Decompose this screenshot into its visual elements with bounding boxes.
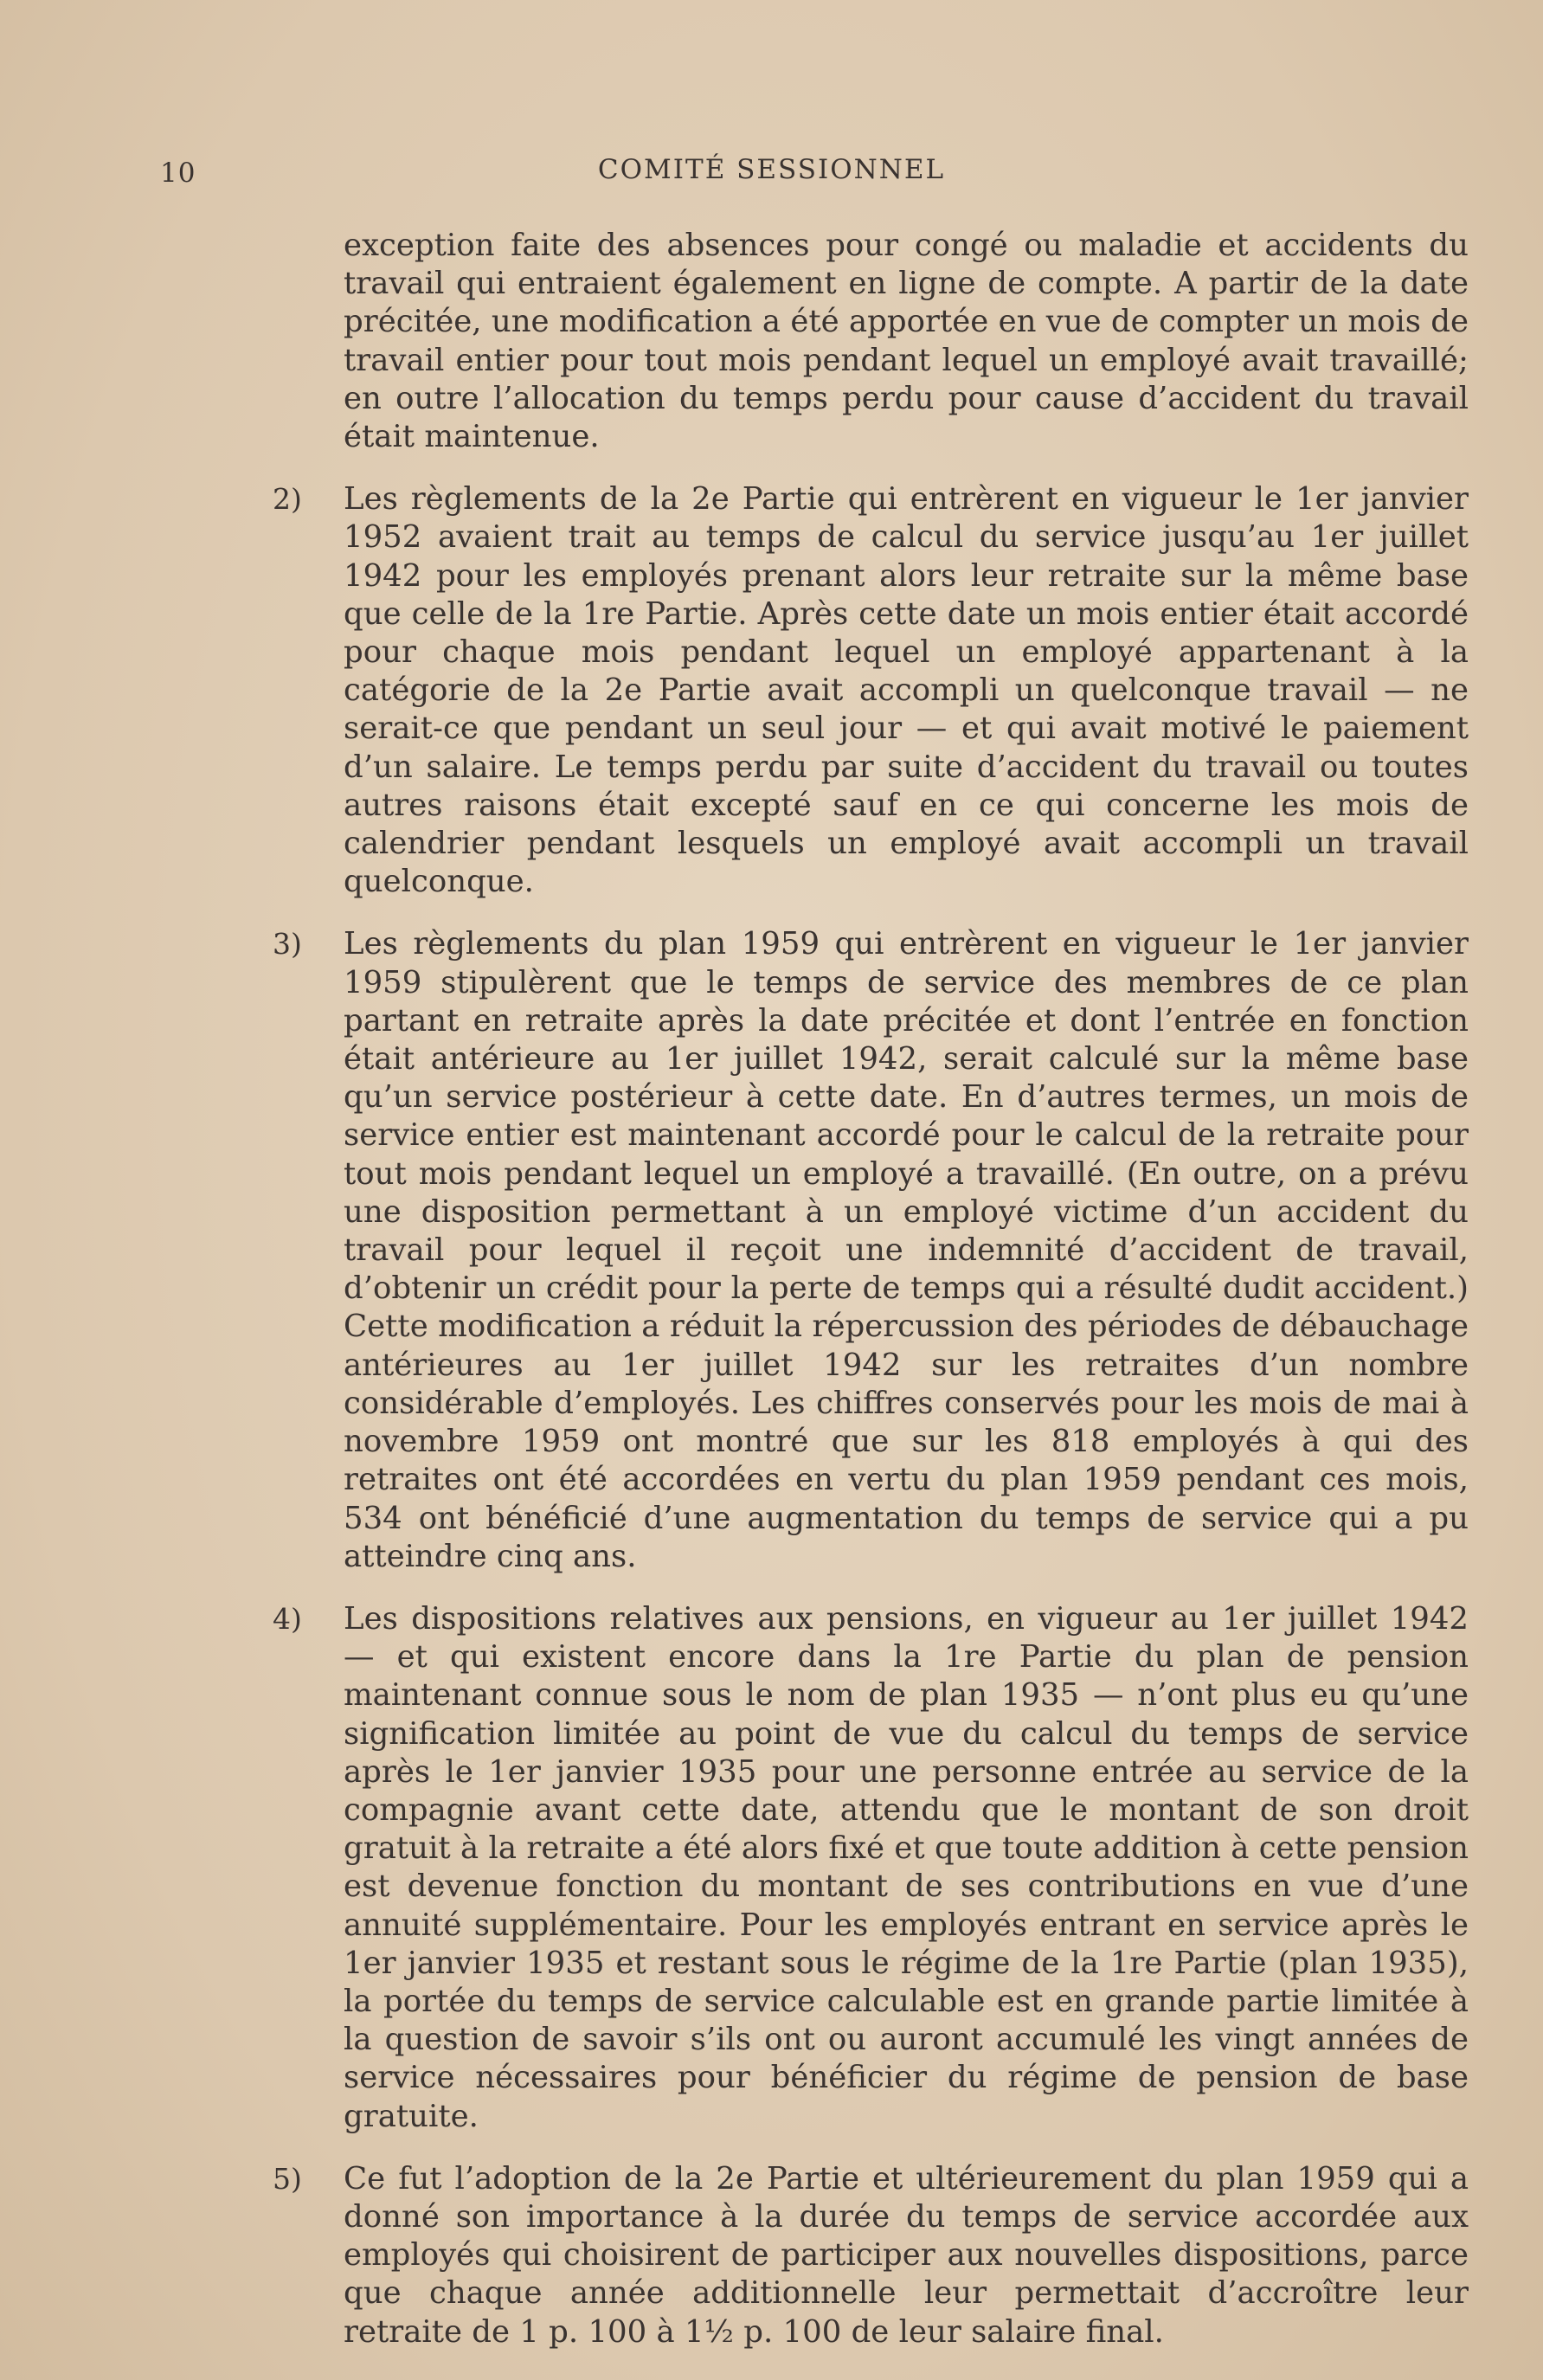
continuation-paragraph: exception faite des absences pour congé ou maladie et accidents du travail qui entraient également en ligne de compte. A partir de la date précitée, une modification a été apportée en vue de compter un mois de travail entier pour tout mois pendant lequel un employé avait travaillé; en outre l’allocation du temps perdu pour cause d’accident du travail était maintenue.: [344, 228, 1469, 455]
item-number: 2): [273, 482, 302, 517]
list-item-4: [273, 1600, 1469, 2136]
list-item-5: [273, 2160, 1469, 2351]
item-text: Les règlements de la 2e Partie qui entrèrent en vigueur le 1er janvier 1952 avaient trait au temps de calcul du service jusqu’au 1er juillet 1942 pour les employés prenant alors leur retraite sur la même base que celle de la 1re Partie. Après cette date un mois entier était accordé pour chaque mois pendant lequel un employé appartenant à la catégorie de la 2e Partie avait accompli un quelconque travail — ne serait-ce que pendant un seul jour — et qui avait motivé le paiement d’un salaire. Le temps perdu par suite d’accident du travail ou toutes autres raisons était excepté sauf en ce qui concerne les mois de calendrier pendant lesquels un employé avait accompli un travail quelconque.: [344, 481, 1469, 900]
running-title: COMITÉ SESSIONNEL: [597, 154, 946, 185]
body-text: [273, 227, 1469, 2376]
item-text: Les dispositions relatives aux pensions, en vigueur au 1er juillet 1942 — et qui existent encore dans la 1re Partie du plan de pension maintenant connue sous le nom de plan 1935 — n’ont plus eu qu’une signification limitée au point de vue du calcul du temps de service après le 1er janvier 1935 pour une personne entrée au service de la compagnie avant cette date, attendu que le montant de son droit gratuit à la retraite a été alors fixé et que toute addition à cette pension est devenue fonction du montant de ses contributions en vue d’une annuité supplémentaire. Pour les employés entrant en service après le 1er janvier 1935 et restant sous le régime de la 1re Partie (plan 1935), la portée du temps de service calculable est en grande partie limitée à la question de savoir s’ils ont ou auront accumulé les vingt années de service nécessaires pour bénéficier du régime de pension de base gratuite.: [344, 1600, 1469, 2134]
page-number: 10: [160, 158, 196, 189]
list-item-2: [273, 480, 1469, 901]
item-number: 5): [273, 2161, 302, 2196]
item-number: 4): [273, 1601, 302, 1636]
item-text: Ce fut l’adoption de la 2e Partie et ultérieurement du plan 1959 qui a donné son importance à la durée du temps de service accordée aux employés qui choisirent de participer aux nouvelles dispositions, parce que chaque année additionnelle leur permettait d’accroître leur retraite de 1 p. 100 à 1½ p. 100 de leur salaire final.: [344, 2160, 1469, 2350]
list-item-3: [273, 925, 1469, 1575]
item-number: 3): [273, 927, 302, 962]
item-text: Les règlements du plan 1959 qui entrèrent en vigueur le 1er janvier 1959 stipulèrent que le temps de service des membres de ce plan partant en retraite après la date précitée et dont l’entrée en fonction était antérieure au 1er juillet 1942, serait calculé sur la même base qu’un service postérieur à cette date. En d’autres termes, un mois de service entier est maintenant accordé pour le calcul de la retraite pour tout mois pendant lequel un employé a travaillé. (En outre, on a prévu une disposition permettant à un employé victime d’un accident du travail pour lequel il reçoit une indemnité d’accident de travail, d’obtenir un crédit pour la perte de temps qui a résulté dudit accident.) Cette modification a réduit la répercussion des périodes de débauchage antérieures au 1er juillet 1942 sur les retraites d’un nombre considérable d’employés. Les chiffres conservés pour les mois de mai à novembre 1959 ont montré que sur les 818 employés à qui des retraites ont été accordées en vertu du plan 1959 pendant ces mois, 534 ont bénéficié d’une augmentation du temps de service qui a pu atteindre cinq ans.: [344, 926, 1469, 1574]
